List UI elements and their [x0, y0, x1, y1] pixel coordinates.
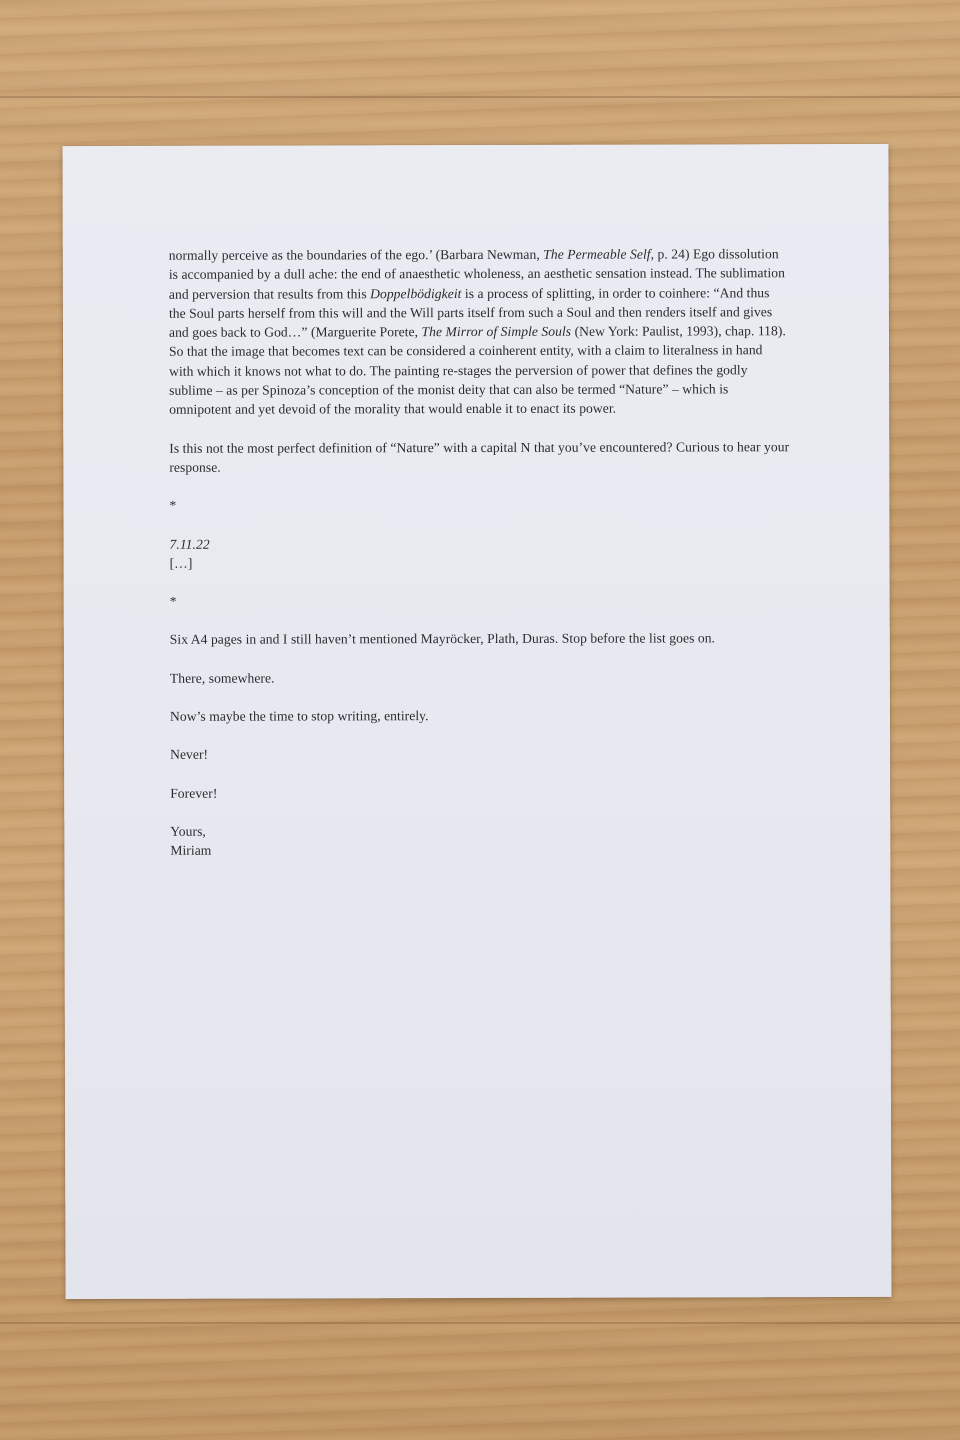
paragraph-boundaries-of-ego: [169, 244, 789, 419]
separator-asterisk: *: [169, 498, 177, 514]
text-run: is a process of splitting, in order to coinhere: “And thus the Soul parts herself from this will and the Will parts itself from such a Soul and then renders itself and gives and goes back to God…” (Marguerite Porete,: [168, 284, 773, 340]
paper-sheet: [62, 144, 891, 1299]
text-run: normally perceive as the boundaries of the ego.’ (Barbara Newman,: [168, 246, 544, 263]
text-run: (New York: Paulist, 1993), chap. 118). So that the image that becomes text can be considered a coinherent entity, with a claim to literalness in hand with which it knows not what to do. The painting re-stages the perversion of power that defines the godly sublime – as per Spinoza’s conception of the monist deity that can also be termed “Nature” – which is omnipotent and yet devoid of the morality that would enable it to enact its power.: [169, 323, 786, 418]
closing-yours: Yours,: [170, 823, 206, 839]
wood-seam-bottom: [0, 1322, 960, 1324]
paragraph-nature-question: Is this not the most perfect definition of “Nature” with a capital N that you’ve encountered? Curious to hear your response.: [169, 438, 790, 475]
signature-name: Miriam: [170, 842, 212, 859]
paragraph-forever: Forever!: [170, 785, 218, 801]
italic-term-doppelbodigkeit: Doppelbödigkeit: [370, 285, 462, 301]
paragraph-stop-writing: Now’s maybe the time to stop writing, entirely.: [169, 708, 429, 724]
text-run: p. 24) Ego dissolution is accompanied by a dull ache: the end of anaesthetic wholeness, an aesthetic sensation instead. The sublimation and perversion that results from this: [168, 246, 785, 302]
italic-title-mirror-of-simple-souls: The Mirror of Simple Souls: [421, 323, 572, 340]
paragraph-six-pages: Six A4 pages in and I still haven’t mentioned Mayröcker, Plath, Duras. Stop before the list goes on.: [169, 630, 716, 648]
separator-asterisk: *: [169, 593, 177, 609]
paragraph-there-somewhere: There, somewhere.: [169, 670, 275, 686]
italic-title-permeable-self: The Permeable Self,: [543, 246, 655, 262]
paragraph-never: Never!: [170, 747, 209, 763]
omission-ellipsis: […]: [169, 555, 193, 571]
wood-seam-top: [0, 96, 960, 98]
entry-date: 7.11.22: [169, 536, 210, 552]
letter-body: [169, 244, 791, 860]
